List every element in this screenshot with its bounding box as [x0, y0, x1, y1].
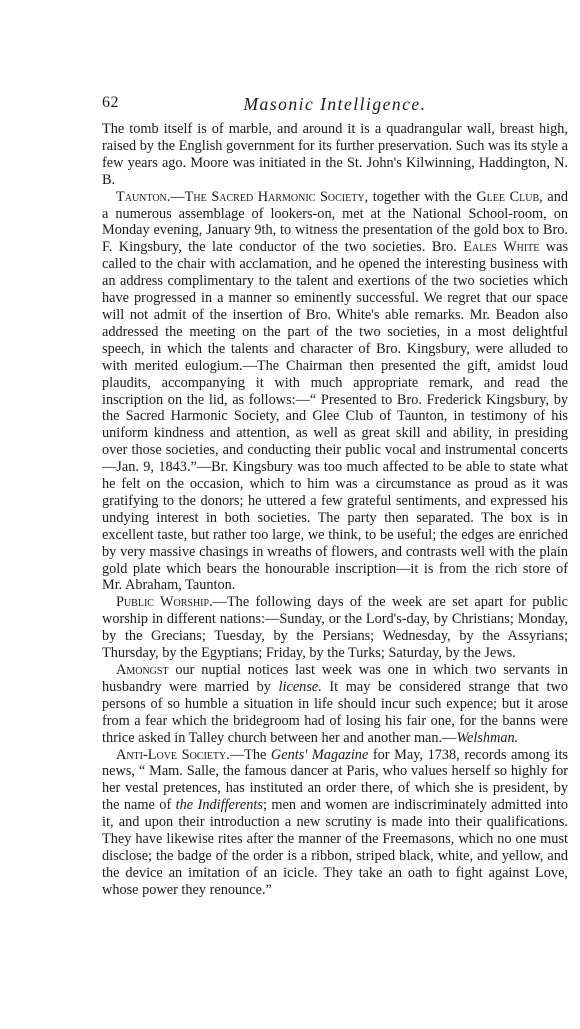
paragraph-tomb: The tomb itself is of marble, and around it is a quadrangular wall, breast high, raised by the English government for its further preservation. Such was its style a few years ago. Moore was initiated in the St. John's Kilwinning, Haddington, N. B.	[102, 121, 568, 188]
taunton-text-3: was called to the chair with acclamation, and he opened the interesting business with an address complimentary to the talent and exertions of the two societies which have progressed in a manner so eminently successful. We regret that our space will not admit of the insertion of Bro. White's able remarks. Mr. Beadon also addressed the meeting on the part of the two societies, in a most delightful speech, in which the talents and character of Bro. Kingsbury, were alluded to with merited eulogium.—The Chairman then presented the gift, amidst loud plaudits, accompanying it with much appropriate remark, and read the inscription on the lid, as follows:—“ Presented to Bro. Frederick Kingsbury, by the Sacred Harmonic Society, and Glee Club of Taunton, in testimony of his uniform kindness and attention, as well as great skill and ability, in presiding over those societies, and conducting their public vocal and instrumental concerts—Jan. 9, 1843.”—Br. Kingsbury was too much affected to be able to state what he felt on the occasion, which to him was a circumstance as proud as it was gratifying to the donors; he uttered a few grateful sentiments, and expressed his undying interest in both societies. The party then separated. The box is in excellent taste, but rather too large, we think, to be useful; the edges are enriched by very massive chasings in wreaths of flowers, and contrasts well with the plain gold plate which bears the honourable inscription—it is from the rich store of Mr. Abraham, Taunton.	[102, 239, 569, 594]
taunton-society-name: The Sacred Harmonic Society	[184, 188, 365, 205]
antilove-magazine: Gents' Magazine	[270, 746, 369, 763]
taunton-eales-white: Eales White	[463, 239, 540, 256]
antilove-text-3: ; men and women are indiscriminately admitted into it, and upon their introduction a new scrutiny is made into their qualifications. They have likewise rites after the manner of the Freemasons, which no one must disclose; the badge of the order is a ribbon, striped black, white, and yellow, and the device an imitation of an icicle. They take an oath to fight against Love, whose power they renounce.”	[102, 797, 568, 898]
taunton-text-1: , together with the	[364, 188, 477, 205]
article-body	[102, 121, 568, 899]
antilove-text-1: —The	[229, 746, 271, 763]
section-lead-taunton: Taunton.	[116, 188, 171, 205]
paragraph-taunton	[102, 189, 568, 595]
paragraph-nuptial	[102, 662, 568, 747]
antilove-order-name: the Indifferents	[175, 797, 263, 814]
page-header	[102, 94, 568, 118]
nuptial-source: Welshman.	[456, 729, 519, 746]
section-lead-anti-love: Anti-Love Society.	[116, 746, 230, 763]
worship-text: —The following days of the week are set apart for public worship in different nations:—Sunday, or the Lord's-day, by Christians; Monday, by the Grecians; Tuesday, by the Persians; Wednesday, by the Assyrians; Thursday, by the Egyptians; Friday, by the Turks; Saturday, by the Jews.	[102, 594, 569, 662]
running-head: Masonic Intelligence.	[243, 94, 427, 114]
taunton-glee-club: Glee Club	[476, 188, 540, 205]
taunton-text-2: , and a numerous assemblage of lookers-on, met at the National School-room, on Monday evening, January 9th, to witness the presentation of the gold box to Bro. F. Kingsbury, the late conductor of the two societies. Bro.	[102, 188, 568, 256]
section-lead-public-worship: Public Worship.	[116, 594, 213, 611]
nuptial-text-2: It may be considered strange that two persons of so humble a situation in life should incur such expence; but it arose from a fear which the bridegroom had of losing his fair one, for the banns were thrice asked in Talley church between her and another man.—	[102, 678, 568, 746]
page-number: 62	[102, 94, 119, 111]
nuptial-text-1: our nuptial notices last week was one in which two servants in husbandry were married by	[102, 662, 568, 695]
section-lead-amongst: Amongst	[116, 662, 169, 678]
nuptial-license: license.	[278, 678, 322, 695]
taunton-dash: —	[170, 188, 185, 205]
paragraph-anti-love	[102, 747, 568, 899]
antilove-text-2: for May, 1738, records among its news, “ Mam. Salle, the famous dancer at Paris, who values herself so highly for her vestal pretences, has instituted an order there, of which she is president, by the name of	[102, 746, 568, 814]
paragraph-public-worship	[102, 594, 568, 662]
